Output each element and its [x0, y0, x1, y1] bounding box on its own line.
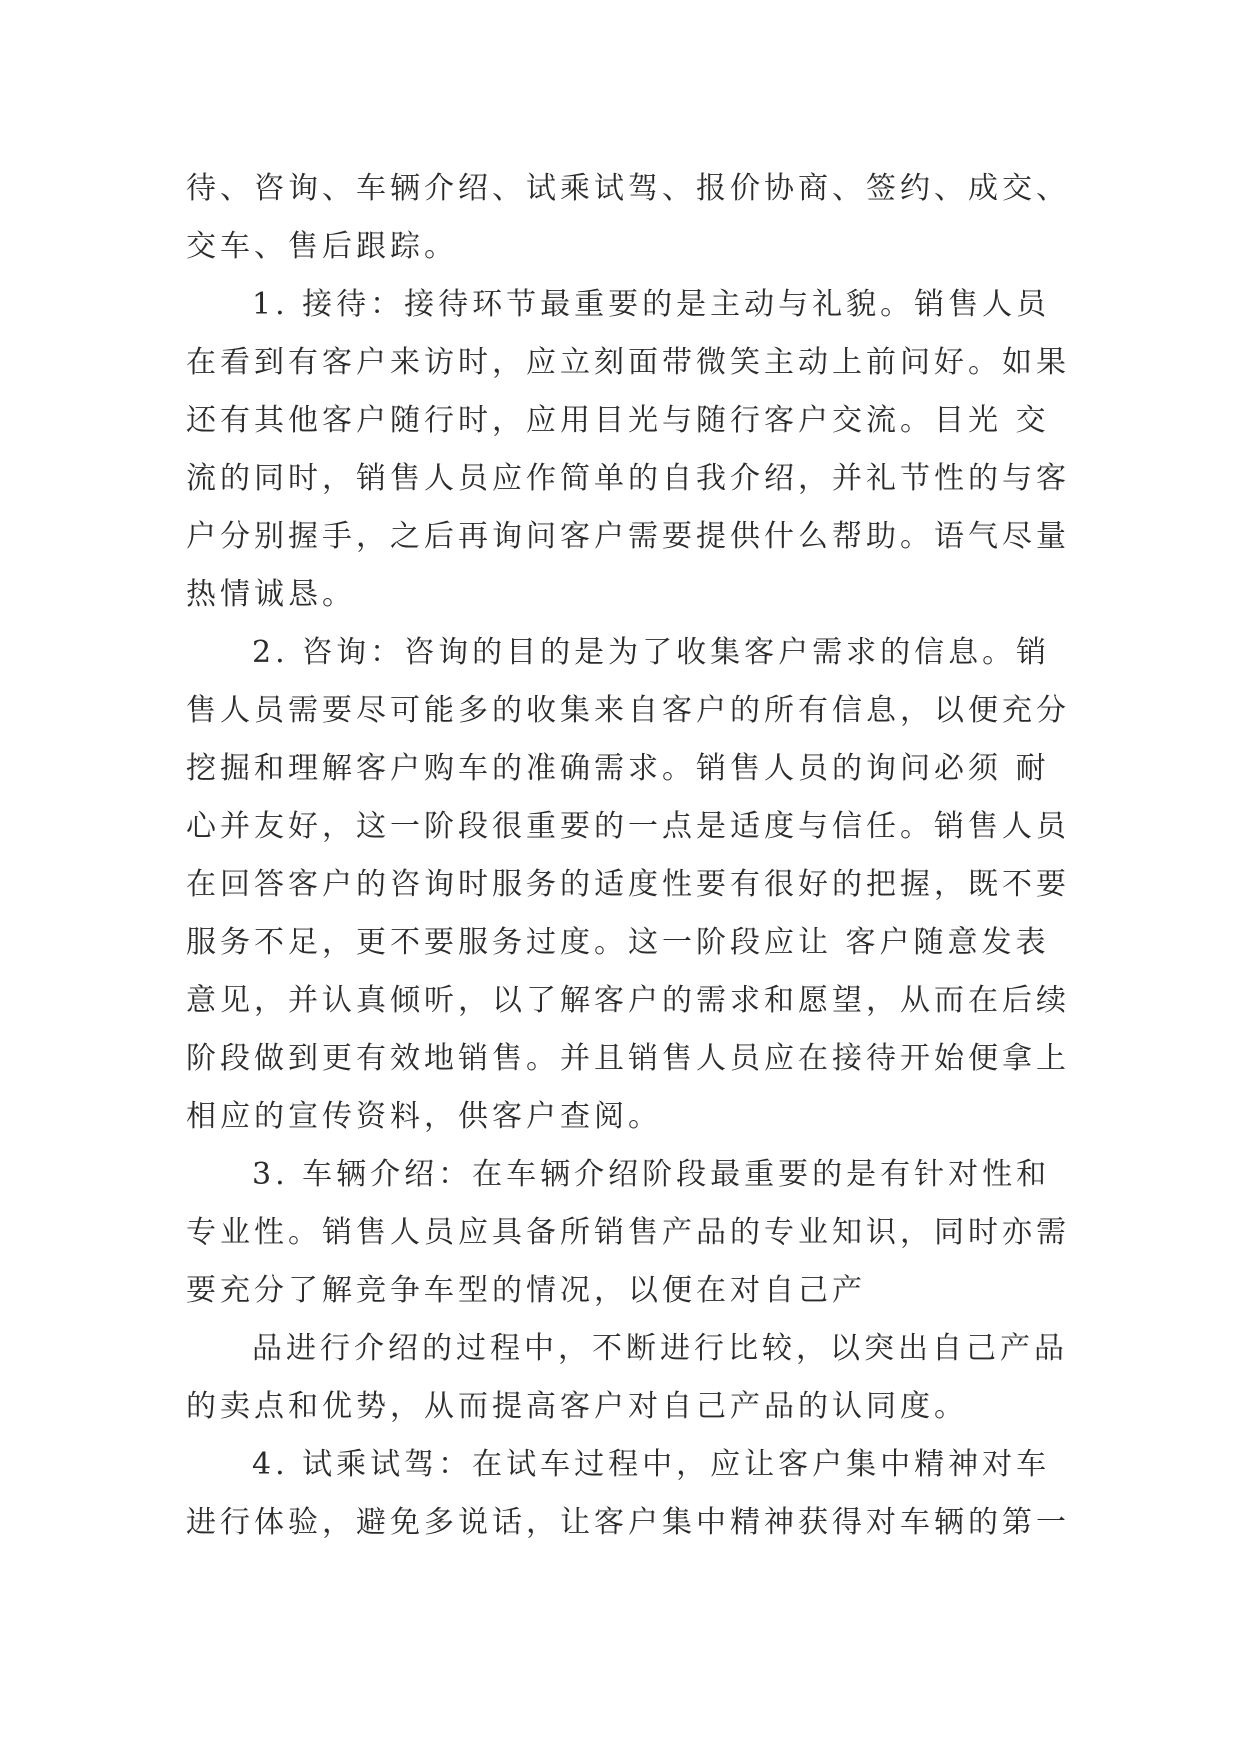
text-line: 阶段做到更有效地销售。并且销售人员应在接待开始便拿上 [186, 1041, 1070, 1076]
text-line: 待、咨询、车辆介绍、试乘试驾、报价协商、签约、成交、 [186, 171, 1070, 206]
text-line: 意见，并认真倾听，以了解客户的需求和愿望，从而在后续 [186, 983, 1070, 1018]
text-line: 户分别握手，之后再询问客户需要提供什么帮助。语气尽量 [186, 519, 1070, 554]
text-line: 3. 车辆介绍：在车辆介绍阶段最重要的是有针对性和 [252, 1157, 1051, 1192]
text-line: 售人员需要尽可能多的收集来自客户的所有信息，以便充分 [186, 693, 1070, 728]
text-line: 的卖点和优势，从而提高客户对自己产品的认同度。 [186, 1389, 968, 1424]
text-line: 4. 试乘试驾：在试车过程中，应让客户集中精神对车 [252, 1447, 1051, 1482]
text-line: 挖掘和理解客户购车的准确需求。销售人员的询问必须 耐 [186, 751, 1050, 786]
body-text [186, 160, 1070, 1552]
text-line: 在回答客户的咨询时服务的适度性要有很好的把握，既不要 [186, 867, 1070, 902]
text-line: 2. 咨询：咨询的目的是为了收集客户需求的信息。销 [252, 635, 1051, 670]
text-line: 品进行介绍的过程中，不断进行比较，以突出自己产品 [252, 1331, 1068, 1366]
text-line: 1. 接待：接待环节最重要的是主动与礼貌。销售人员 [252, 287, 1051, 322]
text-line: 流的同时，销售人员应作简单的自我介绍，并礼节性的与客 [186, 461, 1070, 496]
text-line: 还有其他客户随行时，应用目光与随行客户交流。目光 交 [186, 403, 1050, 438]
text-line: 交车、售后跟踪。 [186, 229, 458, 264]
text-line: 心并友好，这一阶段很重要的一点是适度与信任。销售人员 [186, 809, 1070, 844]
text-line: 要充分了解竞争车型的情况，以便在对自己产 [186, 1273, 866, 1308]
text-line: 相应的宣传资料，供客户查阅。 [186, 1099, 662, 1134]
text-line: 服务不足，更不要服务过度。这一阶段应让 客户随意发表 [186, 925, 1050, 960]
text-line: 热情诚恳。 [186, 577, 356, 612]
text-line: 在看到有客户来访时，应立刻面带微笑主动上前问好。如果 [186, 345, 1070, 380]
text-line: 专业性。销售人员应具备所销售产品的专业知识，同时亦需 [186, 1215, 1070, 1250]
text-line: 进行体验，避免多说话，让客户集中精神获得对车辆的第一 [186, 1505, 1070, 1540]
